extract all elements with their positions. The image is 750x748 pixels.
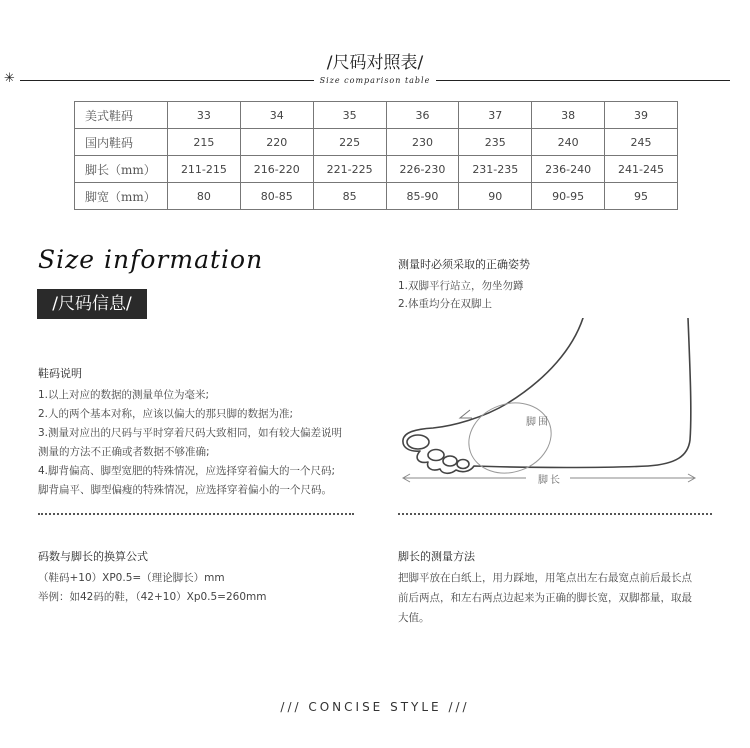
posture-title: 测量时必须采取的正确姿势	[398, 258, 530, 271]
size-info-heading: Size information	[38, 245, 264, 274]
size-cell: 38	[532, 102, 605, 129]
posture-lines	[398, 277, 524, 313]
posture-line: 2.体重均分在双脚上	[398, 298, 493, 310]
size-cell: 230	[386, 129, 459, 156]
note-line: 2.人的两个基本对称，应该以偏大的那只脚的数据为准;	[38, 408, 294, 420]
row-label: 国内鞋码	[75, 129, 168, 156]
size-cell: 35	[313, 102, 386, 129]
girth-label: 脚围	[526, 417, 550, 428]
formula-title: 码数与脚长的换算公式	[38, 550, 148, 563]
method-line: 前后两点，和左右两点边起来为正确的脚长宽，双脚都量，取最	[398, 592, 692, 604]
right-divider	[398, 513, 712, 515]
note-line: 4.脚背偏高、脚型宽肥的特殊情况，应选择穿着偏大的一个尺码;	[38, 465, 336, 477]
size-cell: 37	[459, 102, 532, 129]
note-line: 脚背扁平、脚型偏瘦的特殊情况，应选择穿着偏小的一个尺码。	[38, 484, 332, 496]
size-cell: 90-95	[532, 183, 605, 210]
size-info-tag: /尺码信息/	[37, 289, 147, 319]
formula-line: （鞋码+10）XP0.5=（理论脚长）mm	[38, 572, 225, 584]
row-label: 美式鞋码	[75, 102, 168, 129]
size-cell: 90	[459, 183, 532, 210]
size-cell: 85	[313, 183, 386, 210]
note-line: 3.测量对应出的尺码与平时穿着尺码大致相同，如有较大偏差说明	[38, 427, 343, 439]
notes-title: 鞋码说明	[38, 367, 82, 380]
size-cell: 216-220	[240, 156, 313, 183]
size-table-row	[75, 129, 678, 156]
method-title: 脚长的测量方法	[398, 550, 475, 563]
size-cell: 220	[240, 129, 313, 156]
note-line: 1.以上对应的数据的测量单位为毫米;	[38, 389, 210, 401]
method-lines	[398, 568, 692, 628]
row-label: 脚长（mm）	[75, 156, 168, 183]
length-label: 脚长	[538, 475, 562, 486]
page-title: /尺码对照表/	[326, 53, 424, 73]
size-cell: 226-230	[386, 156, 459, 183]
toe-third	[443, 456, 457, 466]
formula-line: 举例：如42码的鞋，（42+10）Xp0.5=260mm	[38, 591, 267, 603]
size-cell: 211-215	[168, 156, 241, 183]
page-subtitle: Size comparison table	[0, 76, 750, 85]
size-cell: 80	[168, 183, 241, 210]
toe-second	[428, 450, 444, 461]
footer-brand-text: /// CONCISE STYLE ///	[280, 700, 470, 714]
size-cell: 80-85	[240, 183, 313, 210]
size-cell: 215	[168, 129, 241, 156]
size-cell: 231-235	[459, 156, 532, 183]
size-cell: 240	[532, 129, 605, 156]
size-table-row	[75, 102, 678, 129]
size-cell: 245	[605, 129, 678, 156]
size-cell: 95	[605, 183, 678, 210]
note-line: 测量的方法不正确或者数据不够准确;	[38, 446, 210, 458]
size-cell: 34	[240, 102, 313, 129]
size-cell: 39	[605, 102, 678, 129]
size-table-row	[75, 156, 678, 183]
notes-list	[38, 386, 342, 500]
arrow-icon	[460, 410, 472, 418]
size-cell: 225	[313, 129, 386, 156]
size-cell: 236-240	[532, 156, 605, 183]
size-cell: 221-225	[313, 156, 386, 183]
left-divider	[38, 513, 354, 515]
size-cell: 241-245	[605, 156, 678, 183]
method-line: 大值。	[398, 612, 430, 624]
method-line: 把脚平放在白纸上，用力踩地，用笔点出左右最宽点前后最长点	[398, 572, 692, 584]
sparkle-icon: ✳	[4, 71, 15, 86]
size-cell: 85-90	[386, 183, 459, 210]
size-cell: 235	[459, 129, 532, 156]
toe-fourth	[457, 460, 469, 469]
row-label: 脚宽（mm）	[75, 183, 168, 210]
size-table-row	[75, 183, 678, 210]
size-cell: 36	[386, 102, 459, 129]
size-cell: 33	[168, 102, 241, 129]
size-comparison-table	[74, 101, 678, 210]
formula-lines	[38, 569, 266, 607]
posture-line: 1.双脚平行站立，勿坐勿蹲	[398, 280, 524, 292]
toe-big	[407, 435, 429, 449]
